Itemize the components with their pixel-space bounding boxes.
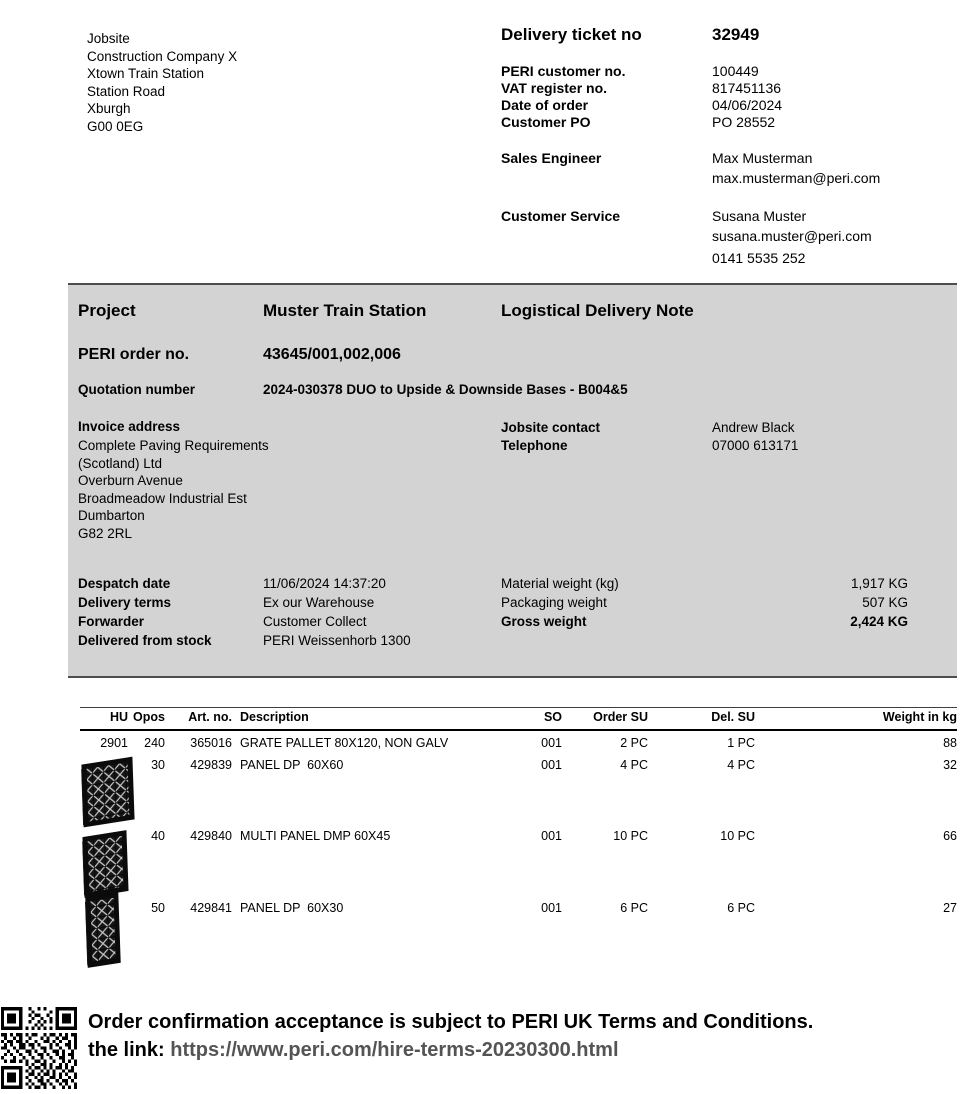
- despatch-label: Forwarder: [78, 614, 145, 629]
- customer-service-name: Susana Muster: [712, 208, 807, 224]
- packaging-weight-value: 507 KG: [862, 595, 908, 610]
- despatch-label: Delivery terms: [78, 595, 172, 610]
- gross-weight-label: Gross weight: [501, 614, 587, 629]
- telephone-label: Telephone: [501, 438, 568, 453]
- peri-order-no-value: 43645/001,002,006: [263, 346, 401, 363]
- invoice-address-line: Broadmeadow Industrial Est: [78, 490, 247, 506]
- table-header-rule: [80, 729, 957, 731]
- order-info-label: PERI customer no.: [501, 63, 626, 79]
- delivery-ticket-number: 32949: [712, 25, 760, 44]
- sales-engineer-email: max.musterman@peri.com: [712, 170, 881, 186]
- qr-code-icon: [1, 1007, 77, 1089]
- col-so: SO: [543, 710, 562, 724]
- table-row: 50 429841 PANEL DP 60X30 001 6 PC 6 PC 27: [151, 901, 957, 915]
- jobsite-address-line: Construction Company X: [87, 48, 238, 64]
- multi-panel-60x45-thumbnail-icon: [82, 830, 129, 899]
- quotation-number-label: Quotation number: [78, 382, 195, 397]
- col-weight: Weight in kg: [882, 710, 957, 724]
- order-info-label: VAT register no.: [501, 80, 608, 96]
- project-value: Muster Train Station: [263, 301, 427, 320]
- invoice-address-line: Dumbarton: [78, 508, 145, 523]
- col-art-no: Art. no.: [188, 710, 232, 724]
- panel-60x30-thumbnail-icon: [85, 891, 121, 968]
- col-description: Description: [240, 710, 309, 724]
- order-info-value: 04/06/2024: [712, 97, 783, 113]
- invoice-address-label: Invoice address: [78, 419, 181, 434]
- order-info-value: 817451136: [712, 80, 782, 96]
- jobsite-address-line: G00 0EG: [87, 118, 144, 134]
- terms-link-prefix: the link:: [88, 1039, 171, 1061]
- gross-weight-value: 2,424 KG: [850, 614, 908, 629]
- panel-60x60-thumbnail-icon: [81, 756, 135, 828]
- terms-link[interactable]: https://www.peri.com/hire-terms-20230300.html: [170, 1039, 619, 1061]
- material-weight-label: Material weight (kg): [501, 576, 619, 591]
- project-label: Project: [78, 301, 136, 320]
- jobsite-contact-block: [501, 419, 798, 455]
- col-order-su: Order SU: [593, 710, 648, 724]
- invoice-address-line: G82 2RL: [78, 525, 133, 541]
- despatch-value: 11/06/2024 14:37:20: [263, 576, 386, 591]
- invoice-address: [78, 437, 269, 542]
- jobsite-address-line: Xtown Train Station: [87, 66, 205, 81]
- sales-engineer-block: [501, 148, 880, 188]
- jobsite-contact-label: Jobsite contact: [501, 420, 601, 435]
- material-weight-value: 1,917 KG: [850, 576, 908, 591]
- invoice-address-line: Overburn Avenue: [78, 473, 183, 488]
- despatch-value: Ex our Warehouse: [263, 595, 375, 610]
- despatch-value: Customer Collect: [263, 614, 367, 629]
- order-info-label: Customer PO: [501, 114, 591, 130]
- table-row: 30 429839 PANEL DP 60X60 001 4 PC 4 PC 32: [151, 758, 957, 772]
- despatch-block: [78, 574, 411, 650]
- customer-service-phone: 0141 5535 252: [712, 250, 806, 266]
- delivery-ticket-label: Delivery ticket no: [501, 25, 642, 44]
- order-info-row: [501, 63, 782, 80]
- peri-order-no-label: PERI order no.: [78, 346, 190, 363]
- order-info-row: [501, 97, 782, 114]
- jobsite-address-line: Xburgh: [87, 101, 131, 116]
- jobsite-address-line: Jobsite: [87, 31, 130, 46]
- customer-service-block: [501, 206, 872, 268]
- despatch-label: Delivered from stock: [78, 633, 212, 648]
- packaging-weight-label: Packaging weight: [501, 595, 607, 610]
- logistical-delivery-note-title: Logistical Delivery Note: [501, 301, 694, 320]
- jobsite-contact-value: Andrew Black: [712, 420, 795, 435]
- customer-service-email: susana.muster@peri.com: [712, 228, 872, 244]
- order-info-row: [501, 80, 782, 97]
- table-header: [80, 710, 957, 725]
- invoice-address-line: (Scotland) Ltd: [78, 455, 163, 471]
- despatch-value: PERI Weissenhorb 1300: [263, 633, 411, 648]
- order-info-value: 100449: [712, 63, 759, 79]
- project-summary-box: [68, 283, 957, 678]
- order-info-label: Date of order: [501, 97, 589, 113]
- sales-engineer-name: Max Musterman: [712, 150, 813, 166]
- terms-link-line: [88, 1039, 619, 1062]
- jobsite-address-line: Station Road: [87, 83, 166, 99]
- weights-block: [501, 574, 908, 631]
- despatch-label: Despatch date: [78, 576, 171, 591]
- col-opos: Opos: [133, 710, 165, 724]
- table-row: 40 429840 MULTI PANEL DMP 60X45 001 10 PC 10 PC 66: [151, 829, 957, 843]
- sales-engineer-label: Sales Engineer: [501, 150, 602, 166]
- col-hu: HU: [109, 710, 128, 724]
- table-top-rule: [80, 707, 957, 708]
- invoice-address-line: Complete Paving Requirements: [78, 438, 269, 453]
- quotation-number-value: 2024-030378 DUO to Upside & Downside Bases - B004&5: [263, 382, 628, 397]
- jobsite-address: [87, 30, 237, 135]
- telephone-value: 07000 613171: [712, 438, 799, 453]
- customer-service-label: Customer Service: [501, 208, 621, 224]
- order-info-block: [501, 63, 782, 131]
- order-info-row: [501, 114, 782, 131]
- order-info-value: PO 28552: [712, 114, 776, 130]
- terms-statement: Order confirmation acceptance is subject to PERI UK Terms and Conditions.: [88, 1011, 814, 1033]
- table-row: 2901 240 365016 GRATE PALLET 80X120, NON GALV 001 2 PC 1 PC 88: [100, 736, 957, 750]
- col-del-su: Del. SU: [711, 710, 755, 724]
